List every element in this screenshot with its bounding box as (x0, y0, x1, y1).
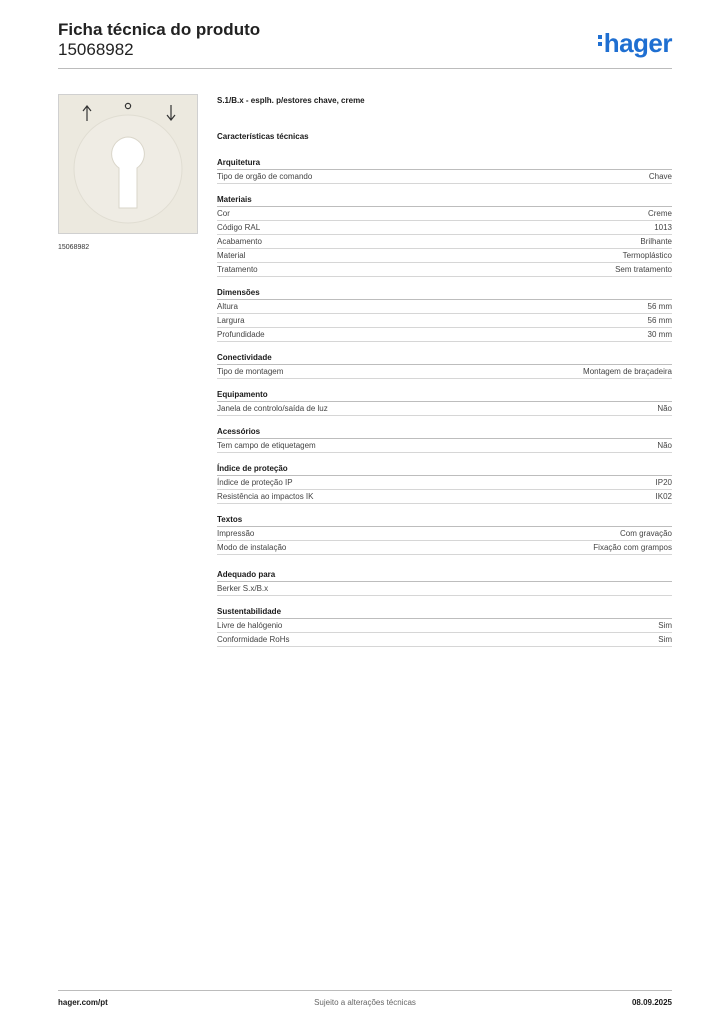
footer-disclaimer: Sujeito a alterações técnicas (314, 998, 416, 1007)
spec-value: Não (657, 441, 672, 450)
spec-value: Montagem de braçadeira (583, 367, 672, 376)
spec-label: Cor (217, 209, 230, 218)
spec-row (217, 170, 672, 184)
spec-section (217, 287, 672, 342)
spec-label: Berker S.x/B.x (217, 584, 269, 593)
section-heading: Sustentabilidade (217, 606, 672, 619)
spec-label: Altura (217, 302, 238, 311)
spec-value: Creme (647, 209, 672, 218)
spec-label: Acabamento (217, 237, 262, 246)
spec-row (217, 402, 672, 416)
spec-value: Não (657, 404, 672, 413)
spec-value: 1013 (654, 223, 672, 232)
spec-section (217, 352, 672, 379)
footer-website[interactable]: hager.com/pt (58, 998, 108, 1007)
spec-content (217, 96, 672, 657)
spec-value: Sim (658, 635, 672, 644)
spec-section (217, 157, 672, 184)
spec-row (217, 300, 672, 314)
spec-row (217, 490, 672, 504)
logo-text: hager (603, 28, 672, 58)
spec-row (217, 221, 672, 235)
spec-row (217, 249, 672, 263)
spec-row (217, 439, 672, 453)
spec-row (217, 365, 672, 379)
section-heading: Dimensões (217, 287, 672, 300)
spec-value: Fixação com grampos (593, 543, 672, 552)
spec-label: Impressão (217, 529, 255, 538)
section-heading: Equipamento (217, 389, 672, 402)
spec-row (217, 314, 672, 328)
spec-section (217, 426, 672, 453)
footer-divider (58, 990, 672, 991)
spec-value: 30 mm (647, 330, 672, 339)
spec-value: Brilhante (640, 237, 672, 246)
spec-label: Profundidade (217, 330, 265, 339)
spec-section (217, 514, 672, 555)
spec-label: Modo de instalação (217, 543, 287, 552)
spec-value: Termoplástico (622, 251, 672, 260)
spec-row (217, 527, 672, 541)
section-heading: Textos (217, 514, 672, 527)
spec-label: Largura (217, 316, 245, 325)
spec-row (217, 582, 672, 596)
spec-value: 56 mm (647, 302, 672, 311)
section-heading: Adequado para (217, 569, 672, 582)
spec-label: Livre de halógenio (217, 621, 283, 630)
spec-sections (217, 157, 672, 647)
spec-row (217, 235, 672, 249)
spec-row (217, 263, 672, 277)
spec-section (217, 463, 672, 504)
spec-label: Tipo de montagem (217, 367, 284, 376)
spec-label: Janela de controlo/saída de luz (217, 404, 328, 413)
spec-label: Tem campo de etiquetagem (217, 441, 316, 450)
logo-dots-icon (598, 32, 602, 49)
spec-label: Código RAL (217, 223, 261, 232)
spec-value: IK02 (655, 492, 672, 501)
spec-section (217, 569, 672, 596)
spec-label: Tipo de orgão de comando (217, 172, 313, 181)
product-name: S.1/B.x - esplh. p/estores chave, creme (217, 96, 365, 105)
spec-label: Índice de proteção IP (217, 478, 293, 487)
section-heading: Arquitetura (217, 157, 672, 170)
spec-row (217, 633, 672, 647)
header-divider (58, 68, 672, 69)
spec-row (217, 328, 672, 342)
footer-date: 08.09.2025 (631, 998, 672, 1007)
page-title: Ficha técnica do produto (58, 20, 261, 39)
spec-section (217, 194, 672, 277)
spec-section (217, 606, 672, 647)
section-heading: Materiais (217, 194, 672, 207)
hager-logo (598, 28, 672, 59)
spec-value: 56 mm (647, 316, 672, 325)
spec-value: Sim (658, 621, 672, 630)
spec-label: Conformidade RoHs (217, 635, 290, 644)
section-heading: Acessórios (217, 426, 672, 439)
spec-label: Tratamento (217, 265, 258, 274)
spec-label: Material (217, 251, 246, 260)
spec-section (217, 389, 672, 416)
spec-row (217, 476, 672, 490)
page-header (58, 20, 672, 70)
spec-label: Resistência ao impactos IK (217, 492, 314, 501)
spec-value: IP20 (655, 478, 672, 487)
spec-value: Sem tratamento (615, 265, 672, 274)
section-heading: Conectividade (217, 352, 672, 365)
image-caption: 15068982 (58, 244, 90, 251)
section-heading: Índice de proteção (217, 463, 672, 476)
product-image (58, 94, 198, 234)
spec-row (217, 207, 672, 221)
key-switch-cover-icon (59, 95, 197, 233)
tech-specs-title: Características técnicas (217, 132, 309, 141)
spec-row (217, 619, 672, 633)
product-number: 15068982 (58, 40, 134, 59)
spec-value: Chave (648, 172, 672, 181)
spec-row (217, 541, 672, 555)
spec-value: Com gravação (619, 529, 672, 538)
